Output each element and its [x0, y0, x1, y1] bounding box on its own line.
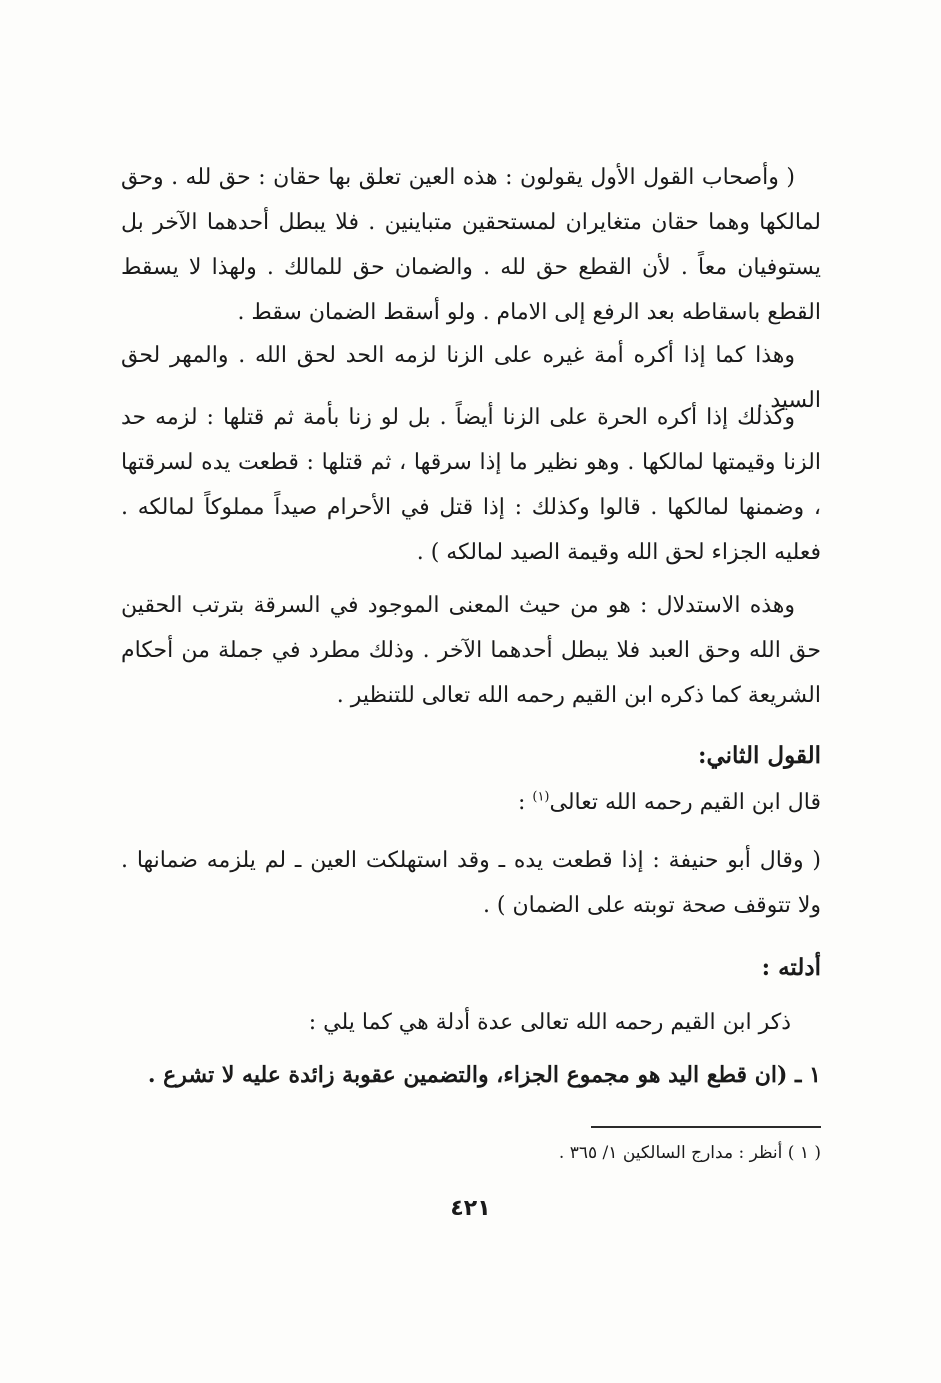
- footnote: ( ١ ) أنظر : مدارج السالكين ١/ ٣٦٥ .: [558, 1143, 821, 1163]
- heading-text: القول الثاني:: [697, 742, 821, 769]
- paragraph-text: ١ ـ (ان قطع اليد هو مجموع الجزاء، والتضمين عقوبة زائدة عليه لا تشرع .: [147, 1062, 821, 1088]
- list-item-evidence-1: [121, 1053, 821, 1098]
- paragraph-text-end: :: [517, 790, 533, 815]
- footnote-reference[interactable]: (١): [532, 789, 550, 805]
- paragraph-text: ( وقال أبو حنيفة : إذا قطعت يده ـ وقد استهلكت العين ـ لم يلزمه ضمانها . ولا تتوقف صحة توبته على الضمان ) .: [121, 848, 821, 918]
- paragraph-text: ( وأصحاب القول الأول يقولون : هذه العين تعلق بها حقان : حق لله . وحق لمالكها وهما حقان متغايران لمستحقين متباينين . فلا يبطل أحدهما الآخر بل يستوفيان معاً . لأن القطع حق لله . والضمان حق للمالك . ولهذا لا يسقط القطع باسقاطه بعد الرفع إلى الامام . ولو أسقط الضمان سقط .: [121, 165, 821, 325]
- paragraph-ibn-qayyim-quote-intro: [121, 780, 821, 825]
- paragraph-abu-hanifa-quote: [121, 838, 821, 928]
- footnote-divider: [591, 1126, 821, 1128]
- page-number: ٤٢١: [450, 1196, 491, 1221]
- paragraph-evidence-intro: [121, 1000, 791, 1045]
- paragraph-first-opinion-argument: [121, 155, 821, 335]
- paragraph-text: ذكر ابن القيم رحمه الله تعالى عدة أدلة هي كما يلي :: [308, 1010, 791, 1035]
- paragraph-additional-examples: [121, 395, 821, 575]
- paragraph-text: وهذا كما إذا أكره أمة غيره على الزنا لزمه الحد لحق الله . والمهر لحق السيد .: [121, 343, 821, 413]
- heading-text: أدلته :: [761, 954, 821, 981]
- heading-evidence: [121, 945, 821, 990]
- paragraph-text: وهذه الاستدلال : هو من حيث المعنى الموجود في السرقة بترتب الحقين حق الله وحق العبد فلا يبطل أحدهما الآخر . وذلك مطرد في جملة من أحكام الشريعة كما ذكره ابن القيم رحمه الله تعالى للتنظير .: [121, 593, 821, 708]
- heading-second-opinion: [121, 733, 821, 778]
- paragraph-text: قال ابن القيم رحمه الله تعالى: [549, 790, 821, 815]
- paragraph-inference-summary: [121, 583, 821, 718]
- paragraph-text: وكذلك إذا أكره الحرة على الزنا أيضاً . بل لو زنا بأمة ثم قتلها : لزمه حد الزنا وقيمتها لمالكها . وهو نظير ما إذا سرقها ، ثم قتلها : قطعت يده لسرقتها ، وضمنها لمالكها . قالوا وكذلك : إذا قتل في الأحرام صيداً مملوكاً لمالكه . فعليه الجزاء لحق الله وقيمة الصيد لمالكه ) .: [121, 405, 821, 565]
